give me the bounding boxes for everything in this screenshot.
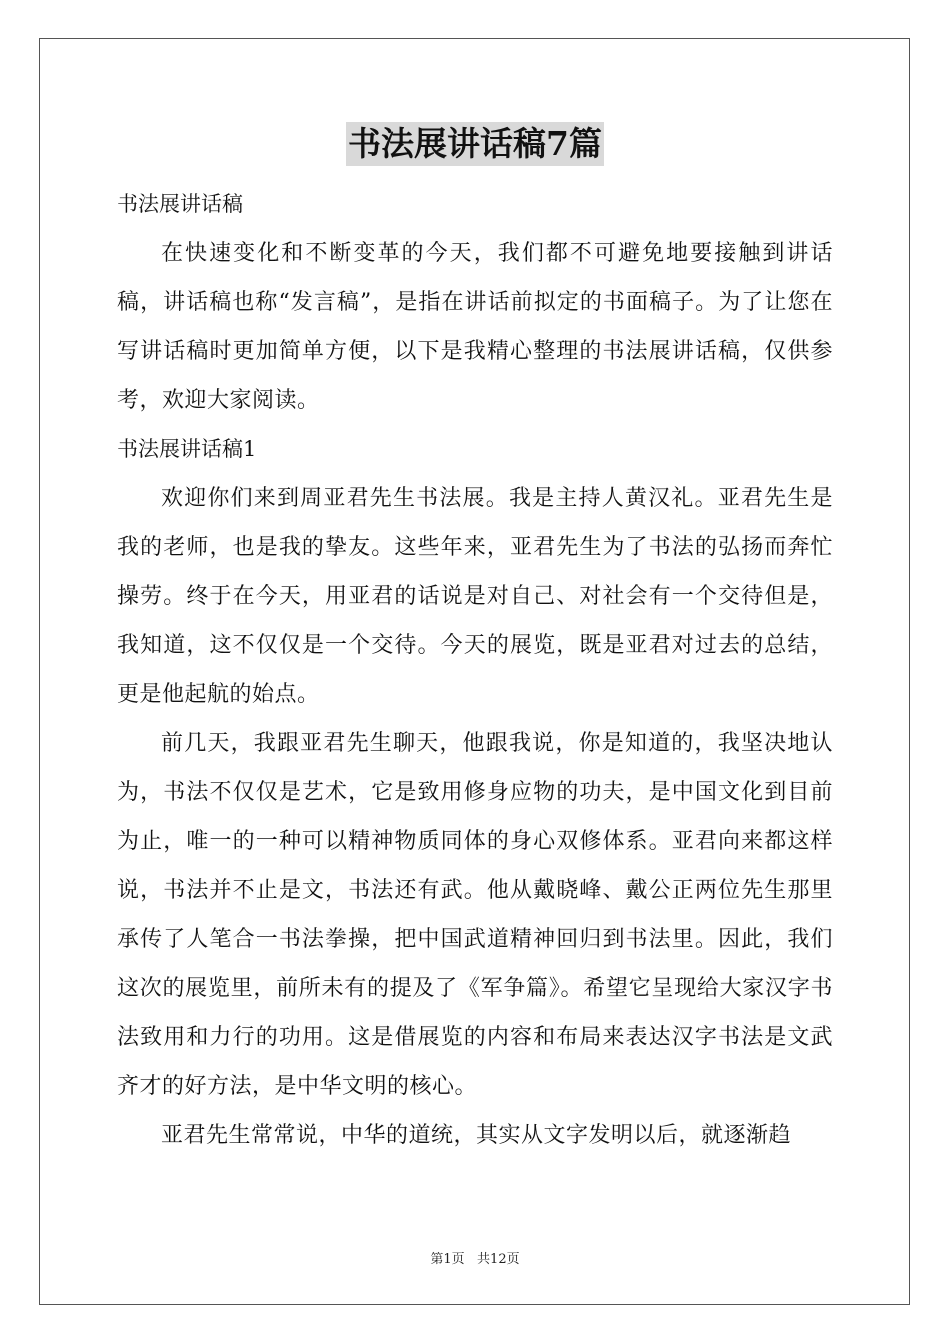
page-footer: 第1页 共12页 xyxy=(430,1252,520,1267)
document-body xyxy=(117,122,833,1160)
title-container xyxy=(117,122,833,178)
paragraph-1: 欢迎你们来到周亚君先生书法展。我是主持人黄汉礼。亚君先生是我的老师，也是我的挚友。这些年来，亚君先生为了书法的弘扬而奔忙操劳。终于在今天，用亚君的话说是对自己、对社会有一个交待但是，我知道，这不仅仅是一个交待。今天的展览，既是亚君对过去的总结，更是他起航的始点。 xyxy=(117,486,833,707)
intro-heading: 书法展讲话稿 xyxy=(117,192,243,216)
section-heading-1: 书法展讲话稿1 xyxy=(117,437,257,461)
paragraph-3: 亚君先生常常说，中华的道统，其实从文字发明以后，就逐渐趋 xyxy=(161,1123,792,1148)
document-title: 书法展讲话稿7篇 xyxy=(346,122,604,166)
intro-paragraph: 在快速变化和不断变革的今天，我们都不可避免地要接触到讲话稿，讲话稿也称“发言稿”，是指在讲话前拟定的书面稿子。为了让您在写讲话稿时更加简单方便，以下是我精心整理的书法展讲话稿，仅供参考，欢迎大家阅读。 xyxy=(117,241,833,413)
paragraph-2: 前几天，我跟亚君先生聊天，他跟我说，你是知道的，我坚决地认为，书法不仅仅是艺术，它是致用修身应物的功夫，是中国文化到目前为止，唯一的一种可以精神物质同体的身心双修体系。亚君向来都这样说，书法并不止是文，书法还有武。他从戴晓峰、戴公正两位先生那里承传了人笔合一书法拳操，把中国武道精神回归到书法里。因此，我们这次的展览里，前所未有的提及了《军争篇》。希望它呈现给大家汉字书法致用和力行的功用。这是借展览的内容和布局来表达汉字书法是文武齐才的好方法，是中华文明的核心。 xyxy=(117,731,833,1099)
